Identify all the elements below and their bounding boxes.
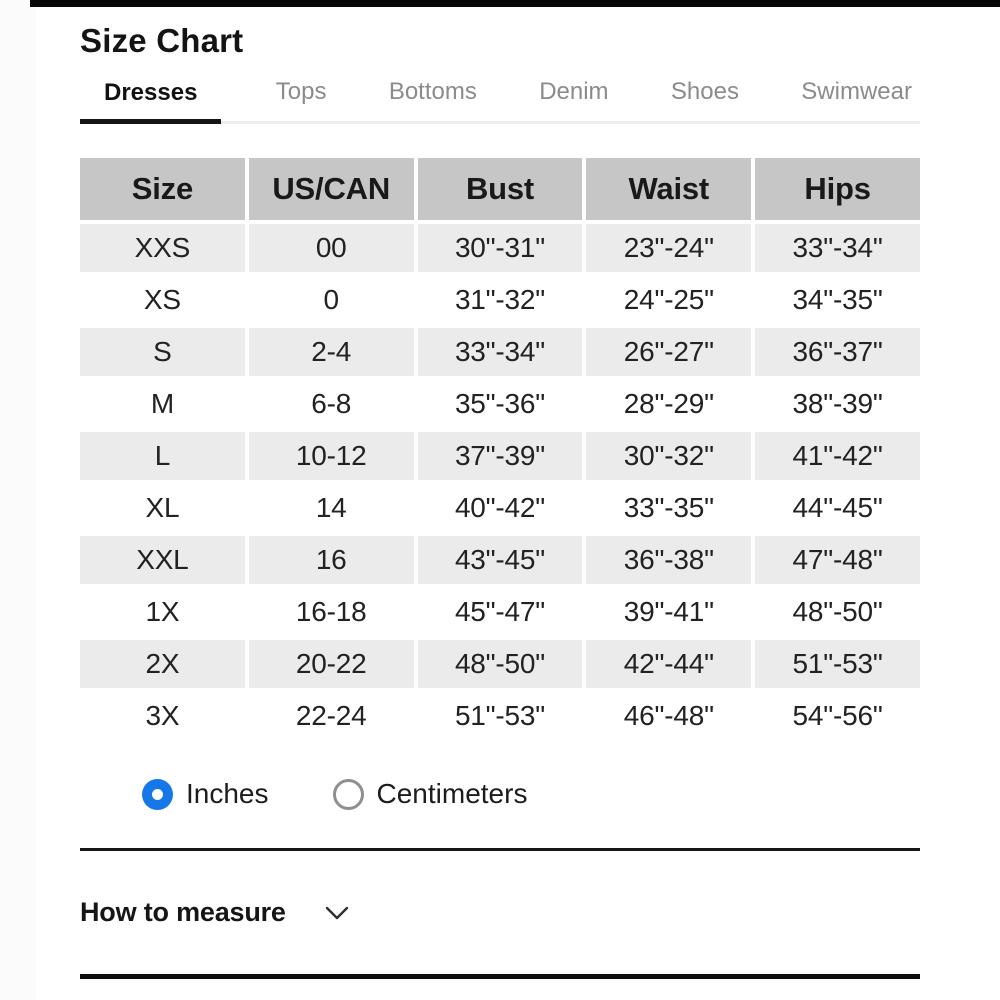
section-divider [80,848,920,851]
table-cell: 16-18 [295,596,367,627]
table-cell: 48"-50" [792,596,883,627]
table-cell: 1X [145,596,180,627]
table-cell: 42"-44" [586,640,751,688]
table-cell: XL [145,492,180,523]
table-cell: 2X [80,640,245,688]
table-cell: 47"-48" [755,536,920,584]
table-row [80,380,920,428]
table-row [80,640,920,688]
table-row [80,536,920,584]
table-cell: 34"-35" [792,284,883,315]
unit-toggle-group [80,778,920,810]
table-cell: 3X [145,700,180,731]
tab-shoes[interactable]: Shoes [670,78,739,105]
table-cell: M [150,388,174,419]
radio-label: Centimeters [376,778,528,809]
table-cell: 45"-47" [454,596,546,627]
table-cell: 33"-34" [755,224,920,272]
table-cell: 51"-53" [454,700,546,731]
table-cell: 16 [249,536,414,584]
category-tabs [80,72,920,124]
screen-edge-strip [0,0,36,1000]
table-cell: 0 [323,284,339,315]
table-cell: XS [143,284,181,315]
table-cell: 51"-53" [755,640,920,688]
table-cell: XXS [80,224,245,272]
column-header-size: Size [80,158,245,220]
table-cell: 2-4 [249,328,414,376]
table-cell: 36"-37" [755,328,920,376]
table-cell: 36"-38" [586,536,751,584]
size-chart-sheet [80,0,920,979]
section-divider-heavy [80,974,920,979]
table-cell: 46"-48" [623,700,714,731]
table-cell: 23"-24" [586,224,751,272]
table-row [80,328,920,376]
table-cell: 22-24 [295,700,367,731]
table-cell: 30"-32" [586,432,751,480]
table-cell: 30"-31" [418,224,583,272]
table-cell: 48"-50" [418,640,583,688]
table-cell: 00 [249,224,414,272]
column-header-waist: Waist [586,158,751,220]
column-header-bust: Bust [418,158,583,220]
table-cell: 31"-32" [454,284,546,315]
size-table [76,154,924,744]
table-cell: 33"-35" [623,492,714,523]
table-cell: 26"-27" [586,328,751,376]
radio-option-centimeters[interactable] [333,778,528,810]
table-cell: 44"-45" [792,492,883,523]
table-cell: 14 [315,492,347,523]
tab-dresses[interactable]: Dresses [80,73,221,124]
table-cell: 24"-25" [623,284,714,315]
table-cell: 38"-39" [792,388,883,419]
radio-selected-icon[interactable] [142,779,173,810]
table-cell: L [80,432,245,480]
table-cell: 40"-42" [454,492,546,523]
table-cell: 35"-36" [454,388,546,419]
radio-unselected-icon[interactable] [333,779,364,810]
table-cell: 20-22 [249,640,414,688]
table-cell: 54"-56" [792,700,883,731]
how-to-measure-accordion[interactable] [80,897,920,928]
table-cell: 10-12 [249,432,414,480]
table-cell: S [80,328,245,376]
radio-label: Inches [186,778,269,809]
table-cell: 37"-39" [418,432,583,480]
tab-swimwear[interactable]: Swimwear [801,78,912,105]
table-row [80,692,920,740]
table-row [80,276,920,324]
table-row [80,432,920,480]
column-header-us-can: US/CAN [249,158,414,220]
table-cell: 41"-42" [755,432,920,480]
table-row [80,484,920,532]
table-row [80,224,920,272]
how-to-measure-label: How to measure [80,897,286,927]
column-header-hips: Hips [755,158,920,220]
tab-bottoms[interactable]: Bottoms [388,78,477,105]
table-cell: 33"-34" [418,328,583,376]
table-row [80,588,920,636]
tab-denim[interactable]: Denim [539,78,609,105]
table-cell: 43"-45" [418,536,583,584]
page-title: Size Chart [80,22,244,59]
tab-tops[interactable]: Tops [275,78,327,105]
table-cell: 39"-41" [623,596,714,627]
radio-option-inches[interactable] [142,778,269,810]
table-cell: 6-8 [311,388,352,419]
table-header-row [80,158,920,220]
table-cell: XXL [80,536,245,584]
table-cell: 28"-29" [623,388,714,419]
chevron-down-icon [324,905,350,921]
